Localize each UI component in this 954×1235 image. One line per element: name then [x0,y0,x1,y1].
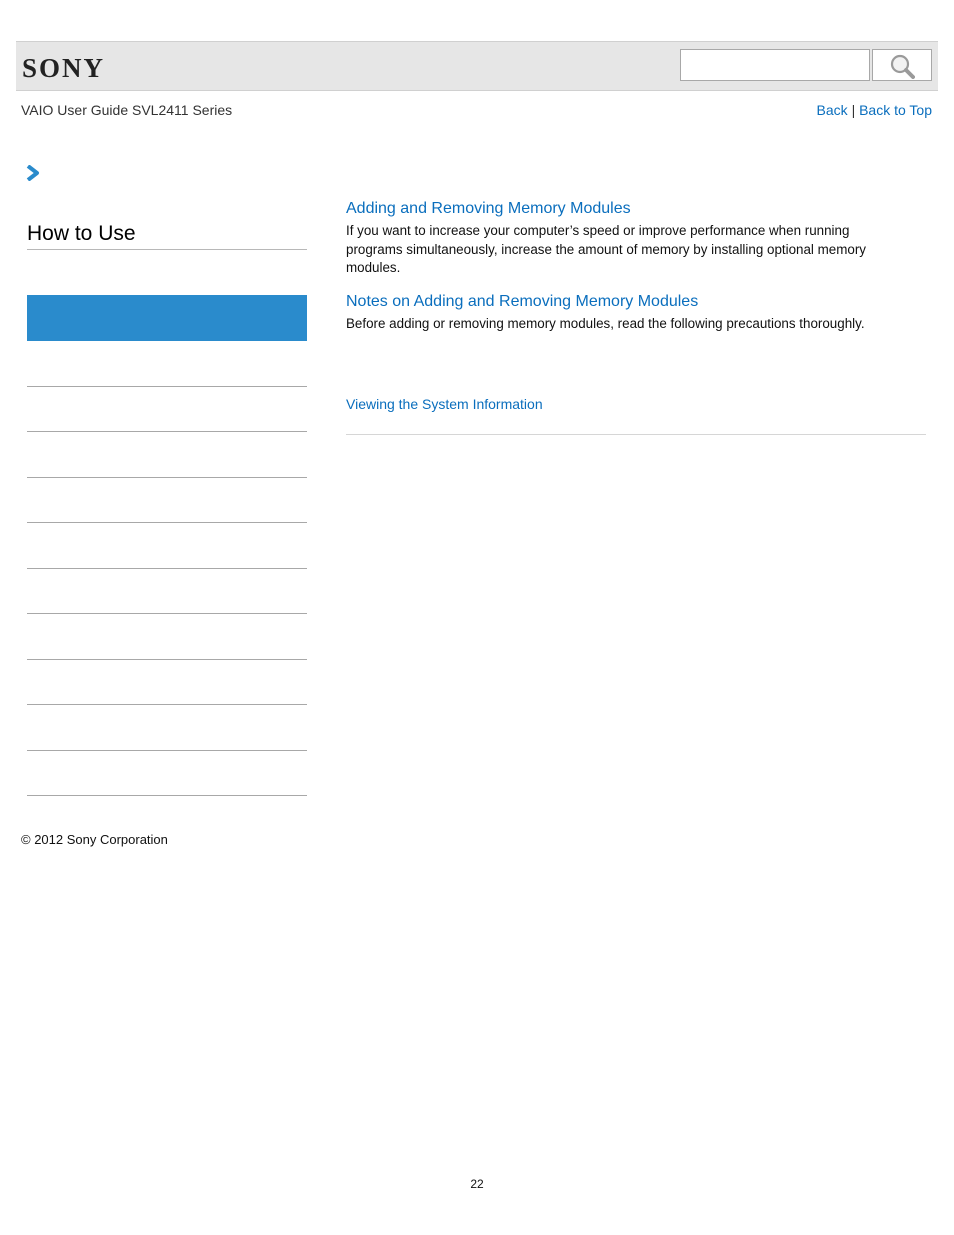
topic-description: Before adding or removing memory modules, read the following precautions thoroughly. [346,316,865,331]
sidebar-divider [27,750,307,751]
sidebar-divider [27,613,307,614]
sidebar-divider [27,431,307,432]
sidebar-divider [27,795,307,796]
related-link-system-information[interactable]: Viewing the System Information [346,396,543,412]
page-number: 22 [470,1177,484,1191]
link-separator: | [851,102,856,118]
copyright: © 2012 Sony Corporation [21,832,168,847]
header-bar [16,41,938,91]
topic-description: If you want to increase your computer’s speed or improve performance when running programs simultaneously, increase the amount of memory by installing optional memory modules. [346,223,866,275]
sony-logo[interactable]: SONY [22,53,106,83]
search-icon [889,53,915,79]
topic-link-notes-memory[interactable]: Notes on Adding and Removing Memory Modules [346,293,699,310]
top-links [817,102,932,118]
sidebar-item-selected[interactable] [27,295,307,341]
guide-title: VAIO User Guide SVL2411 Series [21,102,233,118]
section-title: How to Use [27,222,307,250]
sidebar-divider [27,386,307,387]
search-input[interactable] [680,49,870,81]
sidebar-divider [27,568,307,569]
sidebar-divider [27,659,307,660]
content-divider [346,434,926,435]
sidebar-divider [27,522,307,523]
chevron-right-icon[interactable] [26,165,40,181]
sidebar-divider [27,477,307,478]
back-link[interactable]: Back [816,102,848,118]
topic-link-adding-removing-memory[interactable]: Adding and Removing Memory Modules [346,200,631,217]
sidebar-divider [27,704,307,705]
search-button[interactable] [872,49,932,81]
back-to-top-link[interactable]: Back to Top [859,102,932,118]
